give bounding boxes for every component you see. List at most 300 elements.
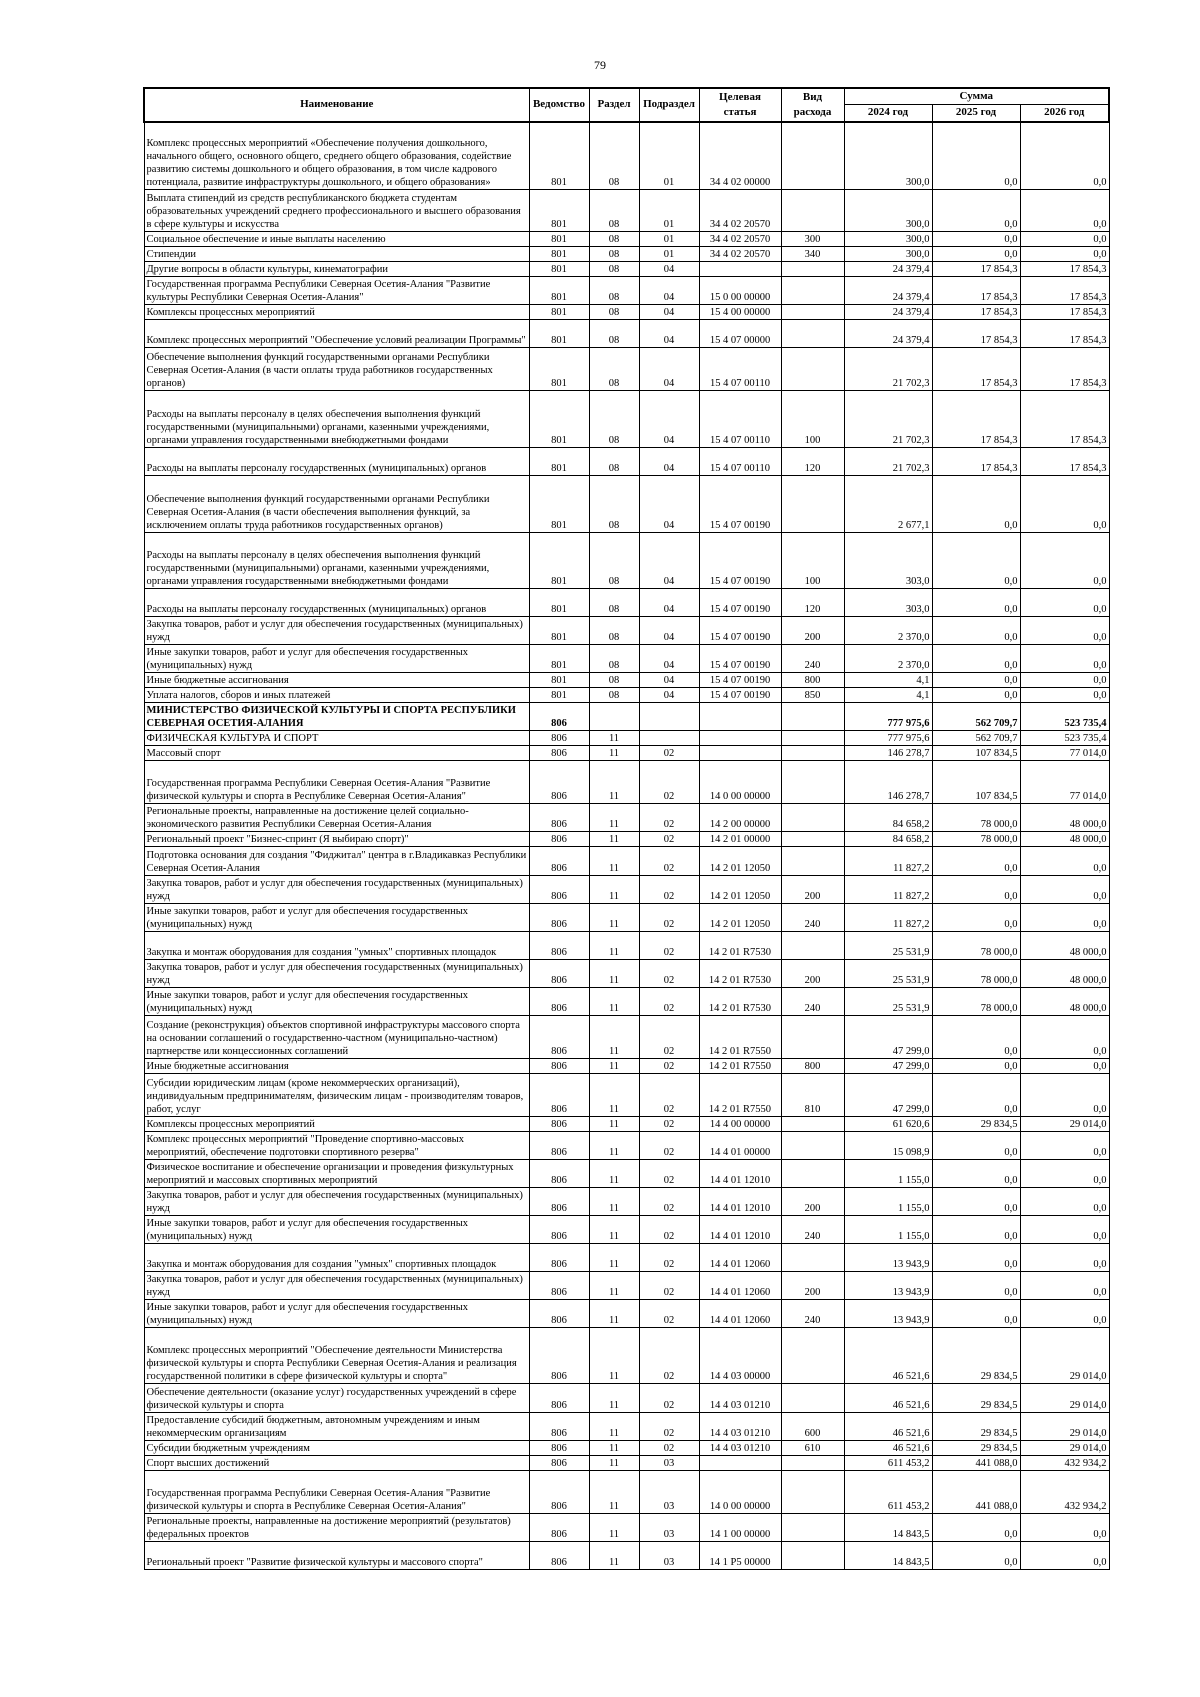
cell-2024: 46 521,6 — [844, 1384, 932, 1413]
cell-target — [699, 262, 781, 277]
cell-exp-type — [781, 1016, 844, 1059]
cell-section: 08 — [589, 262, 639, 277]
cell-target: 15 4 07 00190 — [699, 589, 781, 617]
table-row — [144, 904, 1109, 932]
cell-2026: 0,0 — [1020, 645, 1109, 673]
cell-2025: 0,0 — [932, 876, 1020, 904]
cell-subsection: 02 — [639, 988, 699, 1016]
cell-name: Другие вопросы в области культуры, кинематографии — [144, 262, 529, 277]
cell-2025: 441 088,0 — [932, 1471, 1020, 1514]
cell-2024: 61 620,6 — [844, 1117, 932, 1132]
cell-2024: 14 843,5 — [844, 1514, 932, 1542]
cell-2024: 300,0 — [844, 190, 932, 232]
cell-2024: 47 299,0 — [844, 1016, 932, 1059]
cell-2024: 146 278,7 — [844, 746, 932, 761]
table-row — [144, 688, 1109, 703]
cell-2025: 562 709,7 — [932, 703, 1020, 731]
cell-dept: 801 — [529, 688, 589, 703]
cell-target: 14 2 01 R7530 — [699, 932, 781, 960]
cell-2024: 25 531,9 — [844, 960, 932, 988]
cell-2026: 29 014,0 — [1020, 1117, 1109, 1132]
cell-2025: 0,0 — [932, 476, 1020, 533]
cell-name: Расходы на выплаты персоналу в целях обеспечения выполнения функций государственными (муниципальными) органами, казенными учреждениями, органами управления государственными внебюджетными фондами — [144, 391, 529, 448]
cell-subsection: 04 — [639, 391, 699, 448]
table-row — [144, 1456, 1109, 1471]
header-target: Целевая статья — [699, 88, 781, 122]
cell-exp-type — [781, 731, 844, 746]
cell-name: Иные закупки товаров, работ и услуг для обеспечения государственных (муниципальных) нужд — [144, 645, 529, 673]
cell-subsection: 02 — [639, 1074, 699, 1117]
cell-2025: 0,0 — [932, 1272, 1020, 1300]
cell-section: 11 — [589, 1300, 639, 1328]
cell-section: 08 — [589, 232, 639, 247]
cell-dept: 806 — [529, 703, 589, 731]
cell-section: 11 — [589, 1117, 639, 1132]
cell-subsection: 04 — [639, 533, 699, 589]
cell-dept: 806 — [529, 876, 589, 904]
cell-2025: 17 854,3 — [932, 277, 1020, 305]
cell-2025: 0,0 — [932, 645, 1020, 673]
cell-target: 14 4 01 12060 — [699, 1272, 781, 1300]
cell-2026: 0,0 — [1020, 1188, 1109, 1216]
cell-2024: 4,1 — [844, 673, 932, 688]
cell-2024: 84 658,2 — [844, 804, 932, 832]
cell-name: Иные закупки товаров, работ и услуг для обеспечения государственных (муниципальных) нужд — [144, 988, 529, 1016]
cell-subsection: 02 — [639, 932, 699, 960]
cell-section: 11 — [589, 1542, 639, 1570]
cell-section: 08 — [589, 247, 639, 262]
cell-2024: 47 299,0 — [844, 1074, 932, 1117]
cell-dept: 806 — [529, 1413, 589, 1441]
cell-2026: 0,0 — [1020, 673, 1109, 688]
cell-target: 15 4 07 00190 — [699, 645, 781, 673]
cell-name: Региональный проект "Развитие физической культуры и массового спорта" — [144, 1542, 529, 1570]
budget-table — [143, 87, 1110, 1570]
cell-2025: 0,0 — [932, 673, 1020, 688]
cell-exp-type: 240 — [781, 645, 844, 673]
table-row — [144, 589, 1109, 617]
cell-section: 11 — [589, 1514, 639, 1542]
table-row — [144, 1132, 1109, 1160]
cell-target: 14 0 00 00000 — [699, 761, 781, 804]
cell-dept: 806 — [529, 804, 589, 832]
cell-2025: 0,0 — [932, 847, 1020, 876]
cell-section: 08 — [589, 673, 639, 688]
cell-exp-type — [781, 1328, 844, 1384]
cell-target: 15 4 07 00110 — [699, 391, 781, 448]
cell-2024: 611 453,2 — [844, 1471, 932, 1514]
cell-2026: 0,0 — [1020, 476, 1109, 533]
cell-2025: 0,0 — [932, 190, 1020, 232]
cell-subsection: 02 — [639, 1441, 699, 1456]
cell-dept: 806 — [529, 904, 589, 932]
cell-dept: 806 — [529, 1132, 589, 1160]
table-row — [144, 1328, 1109, 1384]
cell-target: 14 4 01 12010 — [699, 1160, 781, 1188]
cell-2026: 77 014,0 — [1020, 746, 1109, 761]
cell-2026: 523 735,4 — [1020, 731, 1109, 746]
cell-target: 15 4 07 00190 — [699, 673, 781, 688]
cell-subsection: 04 — [639, 348, 699, 391]
cell-2024: 24 379,4 — [844, 305, 932, 320]
table-row — [144, 1117, 1109, 1132]
table-row — [144, 122, 1109, 190]
cell-2026: 29 014,0 — [1020, 1384, 1109, 1413]
table-row — [144, 876, 1109, 904]
cell-name: Обеспечение деятельности (оказание услуг) государственных учреждений в сфере физической культуры и спорта — [144, 1384, 529, 1413]
cell-dept: 806 — [529, 746, 589, 761]
cell-subsection: 04 — [639, 673, 699, 688]
cell-dept: 806 — [529, 1016, 589, 1059]
cell-2026: 17 854,3 — [1020, 305, 1109, 320]
cell-subsection — [639, 731, 699, 746]
cell-2024: 47 299,0 — [844, 1059, 932, 1074]
table-row — [144, 190, 1109, 232]
cell-subsection: 04 — [639, 262, 699, 277]
cell-2024: 1 155,0 — [844, 1188, 932, 1216]
cell-section: 11 — [589, 1016, 639, 1059]
cell-name: ФИЗИЧЕСКАЯ КУЛЬТУРА И СПОРТ — [144, 731, 529, 746]
cell-name: Расходы на выплаты персоналу в целях обеспечения выполнения функций государственными (муниципальными) органами, казенными учреждениями, органами управления государственными внебюджетными фондами — [144, 533, 529, 589]
cell-2025: 78 000,0 — [932, 932, 1020, 960]
cell-subsection: 04 — [639, 320, 699, 348]
cell-section: 11 — [589, 960, 639, 988]
cell-name: Закупка товаров, работ и услуг для обеспечения государственных (муниципальных) нужд — [144, 1272, 529, 1300]
table-row — [144, 247, 1109, 262]
cell-target: 15 4 07 00110 — [699, 348, 781, 391]
cell-2024: 777 975,6 — [844, 731, 932, 746]
cell-2024: 24 379,4 — [844, 320, 932, 348]
cell-2025: 0,0 — [932, 617, 1020, 645]
cell-target: 34 4 02 20570 — [699, 190, 781, 232]
cell-2025: 0,0 — [932, 1188, 1020, 1216]
cell-dept: 801 — [529, 391, 589, 448]
cell-subsection: 04 — [639, 448, 699, 476]
table-row — [144, 617, 1109, 645]
cell-2026: 0,0 — [1020, 247, 1109, 262]
cell-subsection: 01 — [639, 232, 699, 247]
cell-subsection: 02 — [639, 1188, 699, 1216]
table-row — [144, 348, 1109, 391]
cell-2025: 0,0 — [932, 1216, 1020, 1244]
cell-exp-type — [781, 1117, 844, 1132]
cell-target: 14 2 01 R7530 — [699, 988, 781, 1016]
cell-2024: 46 521,6 — [844, 1413, 932, 1441]
header-dept: Ведомство — [529, 88, 589, 122]
cell-2024: 2 370,0 — [844, 645, 932, 673]
cell-2026: 0,0 — [1020, 1542, 1109, 1570]
cell-name: Закупка и монтаж оборудования для создания "умных" спортивных площадок — [144, 932, 529, 960]
cell-2025: 0,0 — [932, 533, 1020, 589]
cell-exp-type — [781, 746, 844, 761]
table-row — [144, 1016, 1109, 1059]
cell-target: 15 4 07 00000 — [699, 320, 781, 348]
table-row — [144, 1188, 1109, 1216]
cell-target: 14 1 P5 00000 — [699, 1542, 781, 1570]
cell-section: 11 — [589, 1244, 639, 1272]
table-row — [144, 320, 1109, 348]
cell-name: Предоставление субсидий бюджетным, автономным учреждениям и иным некоммерческим организациям — [144, 1413, 529, 1441]
cell-2025: 17 854,3 — [932, 448, 1020, 476]
cell-name: Расходы на выплаты персоналу государственных (муниципальных) органов — [144, 589, 529, 617]
cell-dept: 806 — [529, 1117, 589, 1132]
cell-target: 14 4 03 01210 — [699, 1441, 781, 1456]
cell-section: 11 — [589, 1059, 639, 1074]
cell-subsection: 02 — [639, 1300, 699, 1328]
cell-2026: 17 854,3 — [1020, 277, 1109, 305]
cell-dept: 806 — [529, 932, 589, 960]
cell-subsection: 02 — [639, 1384, 699, 1413]
cell-section: 11 — [589, 832, 639, 847]
cell-exp-type — [781, 190, 844, 232]
cell-dept: 801 — [529, 673, 589, 688]
cell-2026: 0,0 — [1020, 1216, 1109, 1244]
cell-exp-type: 600 — [781, 1413, 844, 1441]
cell-2024: 24 379,4 — [844, 262, 932, 277]
table-row — [144, 262, 1109, 277]
cell-subsection: 02 — [639, 1132, 699, 1160]
table-row — [144, 1441, 1109, 1456]
cell-subsection: 01 — [639, 247, 699, 262]
cell-target: 14 4 01 12010 — [699, 1216, 781, 1244]
cell-target: 14 2 01 00000 — [699, 832, 781, 847]
cell-exp-type — [781, 348, 844, 391]
cell-2025: 0,0 — [932, 688, 1020, 703]
cell-2025: 562 709,7 — [932, 731, 1020, 746]
cell-name: Иные бюджетные ассигнования — [144, 673, 529, 688]
table-row — [144, 988, 1109, 1016]
cell-name: Уплата налогов, сборов и иных платежей — [144, 688, 529, 703]
table-row — [144, 1413, 1109, 1441]
cell-section: 11 — [589, 1384, 639, 1413]
cell-target: 14 2 01 R7530 — [699, 960, 781, 988]
table-row — [144, 1216, 1109, 1244]
cell-subsection: 02 — [639, 804, 699, 832]
cell-2025: 0,0 — [932, 232, 1020, 247]
cell-exp-type — [781, 476, 844, 533]
cell-target: 14 4 01 12010 — [699, 1188, 781, 1216]
table-row — [144, 673, 1109, 688]
cell-section: 08 — [589, 645, 639, 673]
cell-name: МИНИСТЕРСТВО ФИЗИЧЕСКОЙ КУЛЬТУРЫ И СПОРТА РЕСПУБЛИКИ СЕВЕРНАЯ ОСЕТИЯ-АЛАНИЯ — [144, 703, 529, 731]
cell-section: 08 — [589, 277, 639, 305]
cell-subsection: 02 — [639, 1328, 699, 1384]
cell-subsection: 04 — [639, 476, 699, 533]
cell-2026: 17 854,3 — [1020, 391, 1109, 448]
cell-dept: 801 — [529, 320, 589, 348]
cell-2024: 21 702,3 — [844, 348, 932, 391]
cell-subsection: 03 — [639, 1471, 699, 1514]
cell-subsection: 02 — [639, 904, 699, 932]
cell-exp-type: 800 — [781, 673, 844, 688]
cell-target — [699, 1456, 781, 1471]
cell-2024: 25 531,9 — [844, 988, 932, 1016]
cell-2026: 17 854,3 — [1020, 448, 1109, 476]
cell-2024: 2 370,0 — [844, 617, 932, 645]
table-row — [144, 476, 1109, 533]
cell-2026: 17 854,3 — [1020, 262, 1109, 277]
cell-dept: 806 — [529, 1272, 589, 1300]
cell-section: 11 — [589, 731, 639, 746]
cell-section: 11 — [589, 904, 639, 932]
cell-section: 08 — [589, 688, 639, 703]
cell-dept: 806 — [529, 832, 589, 847]
cell-subsection: 02 — [639, 960, 699, 988]
table-row — [144, 932, 1109, 960]
cell-2026: 0,0 — [1020, 1074, 1109, 1117]
cell-name: Обеспечение выполнения функций государственными органами Республики Северная Осетия-Алания (в части оплаты труда работников государственных органов) — [144, 348, 529, 391]
cell-target: 15 4 07 00190 — [699, 617, 781, 645]
cell-subsection: 04 — [639, 688, 699, 703]
cell-section: 11 — [589, 1160, 639, 1188]
cell-2025: 17 854,3 — [932, 305, 1020, 320]
cell-dept: 806 — [529, 988, 589, 1016]
cell-subsection: 02 — [639, 1016, 699, 1059]
page-number: 79 — [594, 58, 606, 72]
cell-2026: 432 934,2 — [1020, 1471, 1109, 1514]
cell-2024: 11 827,2 — [844, 904, 932, 932]
cell-target: 14 4 01 00000 — [699, 1132, 781, 1160]
cell-subsection: 02 — [639, 761, 699, 804]
cell-exp-type — [781, 1384, 844, 1413]
cell-name: Иные бюджетные ассигнования — [144, 1059, 529, 1074]
cell-2024: 21 702,3 — [844, 391, 932, 448]
cell-2025: 78 000,0 — [932, 988, 1020, 1016]
cell-section: 08 — [589, 348, 639, 391]
cell-2025: 0,0 — [932, 1132, 1020, 1160]
cell-dept: 806 — [529, 1542, 589, 1570]
cell-exp-type — [781, 847, 844, 876]
cell-2025: 107 834,5 — [932, 761, 1020, 804]
cell-exp-type — [781, 1132, 844, 1160]
table-row — [144, 1300, 1109, 1328]
cell-exp-type — [781, 932, 844, 960]
cell-2025: 0,0 — [932, 1514, 1020, 1542]
table-body — [144, 122, 1109, 1570]
cell-2025: 29 834,5 — [932, 1413, 1020, 1441]
cell-subsection: 01 — [639, 190, 699, 232]
cell-2025: 78 000,0 — [932, 960, 1020, 988]
cell-dept: 806 — [529, 1456, 589, 1471]
cell-2025: 0,0 — [932, 1300, 1020, 1328]
cell-subsection: 02 — [639, 1160, 699, 1188]
cell-section: 11 — [589, 1456, 639, 1471]
cell-dept: 806 — [529, 731, 589, 746]
cell-2024: 84 658,2 — [844, 832, 932, 847]
cell-dept: 801 — [529, 262, 589, 277]
cell-name: Комплекс процессных мероприятий "Проведение спортивно-массовых мероприятий, обеспечение подготовки спортивного резерва" — [144, 1132, 529, 1160]
cell-dept: 806 — [529, 1216, 589, 1244]
cell-subsection: 02 — [639, 1413, 699, 1441]
cell-2025: 0,0 — [932, 1016, 1020, 1059]
cell-2024: 14 843,5 — [844, 1542, 932, 1570]
cell-dept: 806 — [529, 1059, 589, 1074]
cell-exp-type: 200 — [781, 1272, 844, 1300]
table-row — [144, 1471, 1109, 1514]
cell-2025: 0,0 — [932, 247, 1020, 262]
cell-2024: 2 677,1 — [844, 476, 932, 533]
table-row — [144, 1074, 1109, 1117]
cell-2026: 48 000,0 — [1020, 832, 1109, 847]
cell-section: 08 — [589, 320, 639, 348]
cell-2025: 17 854,3 — [932, 391, 1020, 448]
cell-dept: 801 — [529, 122, 589, 190]
cell-section — [589, 703, 639, 731]
cell-section: 11 — [589, 1471, 639, 1514]
cell-2024: 1 155,0 — [844, 1160, 932, 1188]
cell-target — [699, 731, 781, 746]
cell-dept: 801 — [529, 232, 589, 247]
cell-2025: 0,0 — [932, 1542, 1020, 1570]
cell-name: Создание (реконструкция) объектов спортивной инфраструктуры массового спорта на основании соглашений о государственно-частном (муниципально-частном) партнерстве или концессионных соглашений — [144, 1016, 529, 1059]
cell-name: Обеспечение выполнения функций государственными органами Республики Северная Осетия-Алания (в части обеспечения выполнения функций, за исключением оплаты труда работников государственных органов) — [144, 476, 529, 533]
cell-dept: 806 — [529, 960, 589, 988]
cell-exp-type — [781, 320, 844, 348]
cell-target: 14 1 00 00000 — [699, 1514, 781, 1542]
cell-2024: 11 827,2 — [844, 876, 932, 904]
cell-2026: 0,0 — [1020, 904, 1109, 932]
cell-2026: 432 934,2 — [1020, 1456, 1109, 1471]
cell-2024: 46 521,6 — [844, 1441, 932, 1456]
cell-2024: 303,0 — [844, 533, 932, 589]
cell-2026: 0,0 — [1020, 533, 1109, 589]
cell-section: 11 — [589, 1328, 639, 1384]
cell-subsection — [639, 703, 699, 731]
cell-2025: 17 854,3 — [932, 348, 1020, 391]
cell-subsection: 04 — [639, 645, 699, 673]
cell-2026: 0,0 — [1020, 617, 1109, 645]
cell-2026: 0,0 — [1020, 876, 1109, 904]
table-row — [144, 305, 1109, 320]
cell-name: Закупка товаров, работ и услуг для обеспечения государственных (муниципальных) нужд — [144, 876, 529, 904]
cell-target: 15 4 00 00000 — [699, 305, 781, 320]
cell-2024: 25 531,9 — [844, 932, 932, 960]
cell-target: 15 4 07 00190 — [699, 688, 781, 703]
cell-2026: 0,0 — [1020, 1272, 1109, 1300]
cell-subsection: 02 — [639, 876, 699, 904]
cell-section: 11 — [589, 804, 639, 832]
cell-section: 08 — [589, 391, 639, 448]
table-row — [144, 1384, 1109, 1413]
cell-2026: 77 014,0 — [1020, 761, 1109, 804]
cell-name: Закупка товаров, работ и услуг для обеспечения государственных (муниципальных) нужд — [144, 617, 529, 645]
cell-2024: 611 453,2 — [844, 1456, 932, 1471]
table-row — [144, 703, 1109, 731]
cell-target: 34 4 02 20570 — [699, 232, 781, 247]
cell-dept: 801 — [529, 533, 589, 589]
cell-section: 08 — [589, 122, 639, 190]
cell-exp-type — [781, 262, 844, 277]
cell-target: 14 4 03 00000 — [699, 1328, 781, 1384]
table-row — [144, 731, 1109, 746]
cell-exp-type: 200 — [781, 617, 844, 645]
cell-exp-type — [781, 832, 844, 847]
cell-target: 34 4 02 00000 — [699, 122, 781, 190]
cell-2026: 0,0 — [1020, 232, 1109, 247]
cell-section: 08 — [589, 476, 639, 533]
cell-name: Стипендии — [144, 247, 529, 262]
cell-2026: 29 014,0 — [1020, 1441, 1109, 1456]
cell-target: 15 4 07 00110 — [699, 448, 781, 476]
cell-name: Закупка и монтаж оборудования для создания "умных" спортивных площадок — [144, 1244, 529, 1272]
table-row — [144, 232, 1109, 247]
cell-2025: 0,0 — [932, 1160, 1020, 1188]
cell-target: 15 0 00 00000 — [699, 277, 781, 305]
table-row — [144, 277, 1109, 305]
cell-name: Региональные проекты, направленные на достижение мероприятий (результатов) федеральных проектов — [144, 1514, 529, 1542]
cell-target: 14 2 01 12050 — [699, 847, 781, 876]
table-row — [144, 746, 1109, 761]
